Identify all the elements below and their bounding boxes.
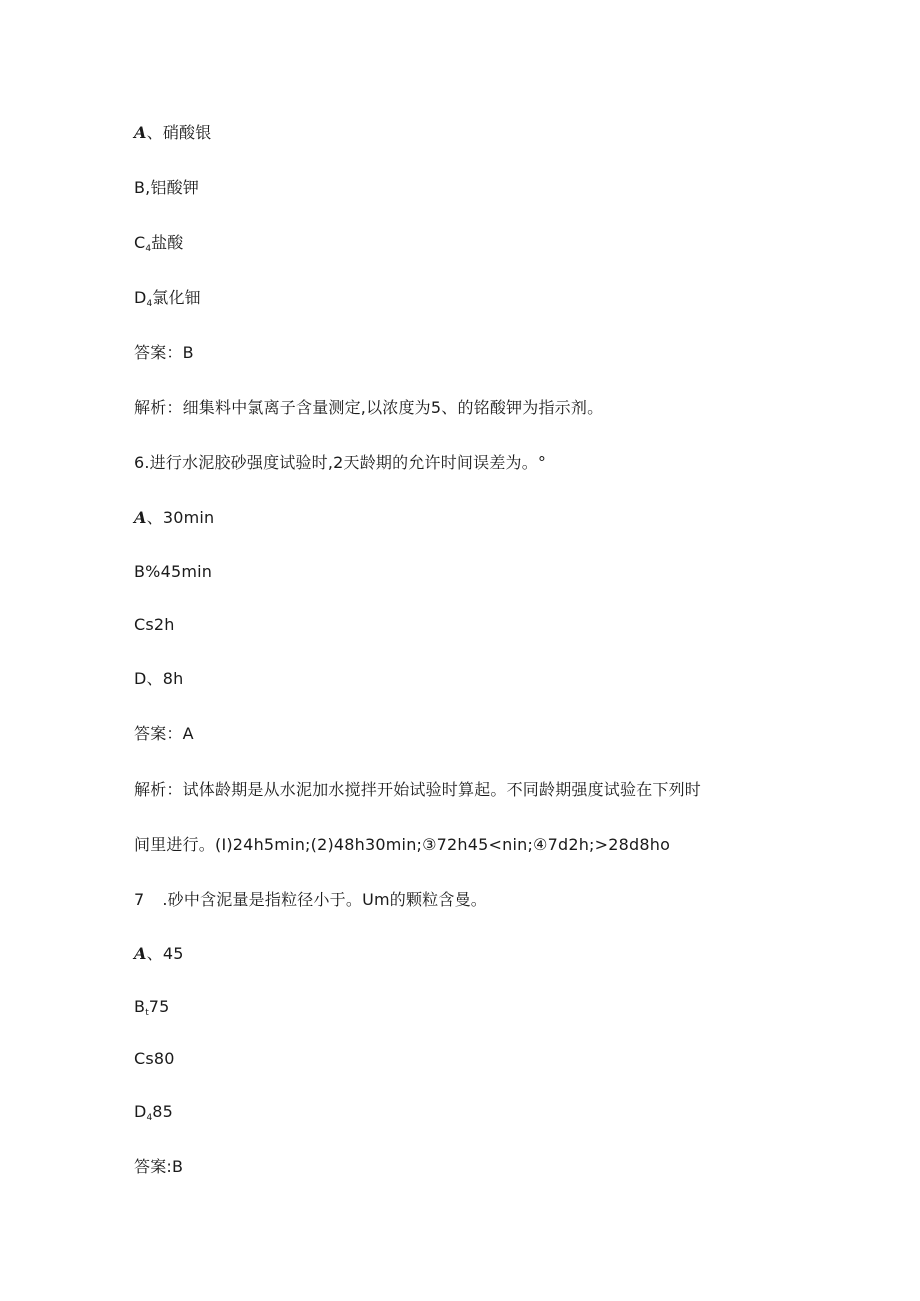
q5-option-d	[134, 287, 201, 315]
q5-option-d-letter: D	[134, 288, 147, 307]
q5-answer: 答案：B	[134, 343, 194, 362]
q6-option-a-letter: A	[134, 508, 147, 527]
q7-option-b	[134, 996, 169, 1024]
q7-option-b-sub: t	[145, 1008, 149, 1018]
q7-option-b-letter: B	[134, 997, 146, 1016]
q7-option-a-letter: A	[134, 944, 147, 963]
q5-analysis: 解析：细集料中氯离子含量测定,以浓度为5、的铭酸钾为指示剂。	[134, 398, 604, 417]
q5-option-c	[134, 232, 184, 260]
q6-answer: 答案：A	[134, 724, 194, 743]
q7-question	[134, 889, 487, 911]
q5-option-a-letter: A	[134, 123, 147, 142]
q5-option-d-text: 氯化钿	[152, 288, 201, 307]
q5-option-d-sub: 4	[146, 299, 153, 309]
q7-option-b-text: 75	[148, 997, 170, 1016]
q7-question-number: 7	[134, 890, 145, 909]
q5-option-a	[134, 122, 211, 144]
q6-option-c: Cs2h	[134, 615, 175, 634]
q6-option-a-text: 、30min	[146, 508, 215, 527]
q7-option-d	[134, 1101, 173, 1129]
q6-analysis-line-1: 解析：试体龄期是从水泥加水搅拌开始试验时算起。不同龄期强度试验在下列时	[134, 780, 702, 799]
q7-option-c: Cs80	[134, 1049, 175, 1068]
q6-option-b: B%45min	[134, 562, 213, 581]
q5-option-a-text: 、硝酸银	[146, 123, 212, 142]
q7-answer: 答案:B	[134, 1157, 184, 1176]
q5-option-c-text: 盐酸	[151, 233, 184, 252]
q7-option-d-text: 85	[152, 1102, 174, 1121]
q7-question-text: .砂中含泥量是指粒径小于。Um的颗粒含曼。	[162, 890, 487, 909]
q7-option-a-text: 、45	[146, 944, 184, 963]
q5-option-b: B,铝酸钾	[134, 178, 200, 197]
q6-option-a	[134, 507, 214, 529]
q5-option-c-sub: 4	[145, 244, 152, 254]
q6-question: 6.进行水泥胶砂强度试验时,2天龄期的允许时间误差为。°	[134, 453, 547, 472]
q6-analysis-line-2: 间里进行。(I)24h5min;(2)48h30min;③72h45<nin;④7d2h;>28d8ho	[134, 835, 671, 854]
q6-option-d: D、8h	[134, 669, 184, 688]
q7-option-d-letter: D	[134, 1102, 147, 1121]
q7-option-a	[134, 943, 184, 965]
q5-option-c-letter: C	[134, 233, 146, 252]
q7-option-d-sub: 4	[146, 1113, 153, 1123]
